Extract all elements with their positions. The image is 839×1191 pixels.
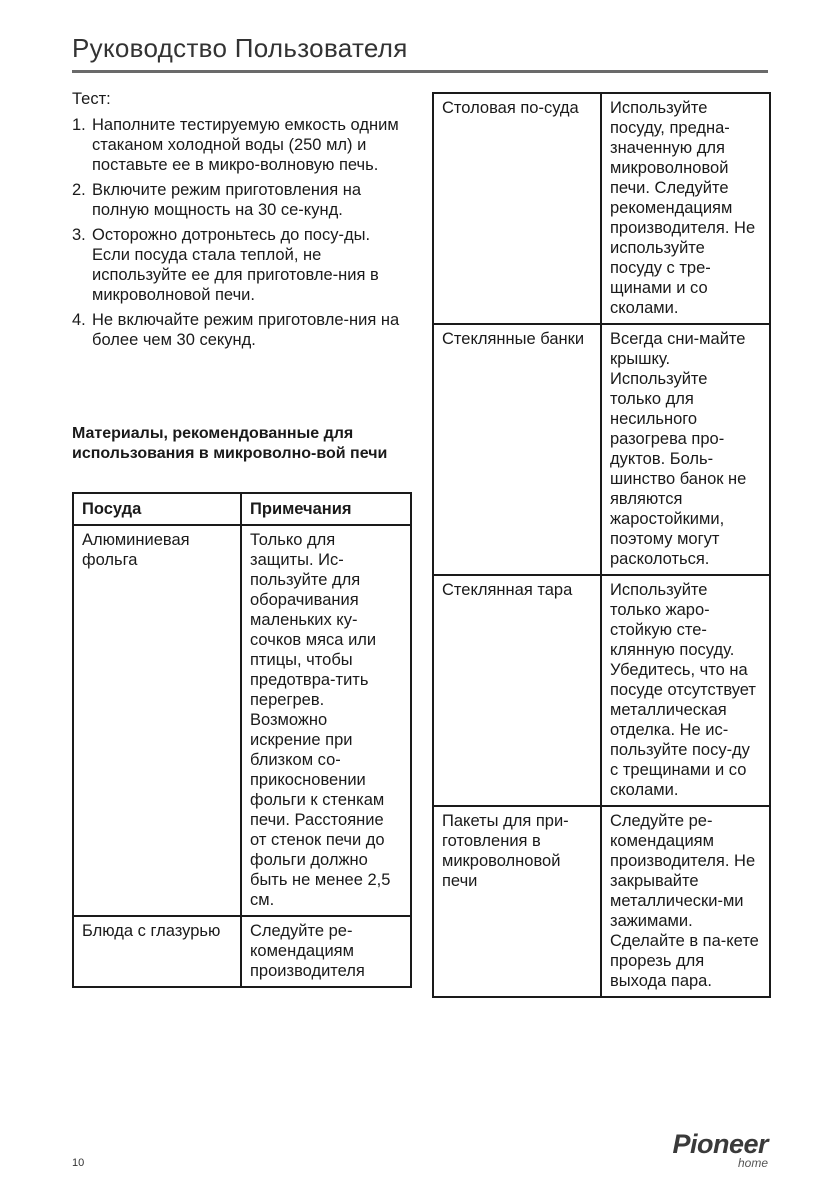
list-item	[72, 180, 412, 220]
table-row	[433, 324, 770, 575]
cookware-cell: Столовая по-суда	[433, 93, 601, 324]
title-divider	[72, 70, 768, 73]
step-number: 3.	[72, 226, 86, 244]
note-cell: Используйте посуду, предна-значенную для микроволновой печи. Следуйте рекомендациям производителя. Не используйте посуду с тре-щинами и со сколами.	[601, 93, 770, 324]
table-row	[433, 575, 770, 806]
table-row	[73, 916, 411, 987]
column-header-notes: Примечания	[241, 493, 411, 525]
step-text: Не включайте режим приготовле-ния на более чем 30 секунд.	[92, 311, 400, 349]
cookware-cell: Алюминиевая фольга	[73, 525, 241, 916]
step-text: Осторожно дотроньтесь до посу-ды. Если посуда стала теплой, не используйте ее для приготовле-ния в микроволновой печи.	[92, 226, 379, 304]
note-cell: Следуйте ре-комендациям производителя	[241, 916, 411, 987]
step-number: 1.	[72, 116, 86, 134]
step-text: Наполните тестируемую емкость одним стаканом холодной воды (250 мл) и поставьте ее в микро-волновую печь.	[92, 116, 399, 174]
column-header-cookware: Посуда	[73, 493, 241, 525]
cookware-cell: Пакеты для при-готовления в микроволновой печи	[433, 806, 601, 997]
pioneer-home-logo	[672, 1130, 768, 1169]
note-cell: Используйте только жаро-стойкую сте-клянную посуду. Убедитесь, что на посуде отсутствует металлическая отделка. Не ис-пользуйте посу-ду с трещинами и со сколами.	[601, 575, 770, 806]
step-number: 2.	[72, 181, 86, 199]
cookware-cell: Блюда с глазурью	[73, 916, 241, 987]
materials-table-right	[432, 92, 771, 998]
table-row	[433, 93, 770, 324]
table-row	[433, 806, 770, 997]
logo-wordmark: Pioneer	[672, 1129, 768, 1159]
test-section	[72, 89, 412, 355]
note-cell: Всегда сни-майте крышку. Используйте только для несильного разогрева про-дуктов. Боль-шинство банок не являются жаростойкими, поэтому могут расколоться.	[601, 324, 770, 575]
step-number: 4.	[72, 311, 86, 329]
cookware-cell: Стеклянная тара	[433, 575, 601, 806]
page-number: 10	[72, 1157, 85, 1169]
test-label: Тест:	[72, 90, 111, 108]
section-title: Материалы, рекомендованные для использования в микроволно-вой печи	[72, 425, 388, 462]
step-text: Включите режим приготовления на полную мощность на 30 се-кунд.	[92, 181, 362, 219]
list-item	[72, 225, 412, 305]
table-row	[73, 525, 411, 916]
table-header-row	[73, 493, 411, 525]
note-cell: Только для защиты. Ис-пользуйте для оборачивания маленьких ку-сочков мяса или птицы, чтобы предотвра-тить перегрев. Возможно искрение при близком со-прикосновении фольги к стенкам печи. Расстояние от стенок печи до фольги должно быть не менее 2,5 см.	[241, 525, 411, 916]
list-item	[72, 115, 412, 175]
test-steps-list	[72, 115, 412, 350]
logo-subtitle: home	[737, 1156, 768, 1170]
cookware-cell: Стеклянные банки	[433, 324, 601, 575]
materials-table-left	[72, 492, 412, 988]
note-cell: Следуйте ре-комендациям производителя. Не закрывайте металлически-ми зажимами. Сделайте в па-кете прорезь для выхода пара.	[601, 806, 770, 997]
page-title: Руководство Пользователя	[72, 33, 408, 63]
list-item	[72, 310, 412, 350]
